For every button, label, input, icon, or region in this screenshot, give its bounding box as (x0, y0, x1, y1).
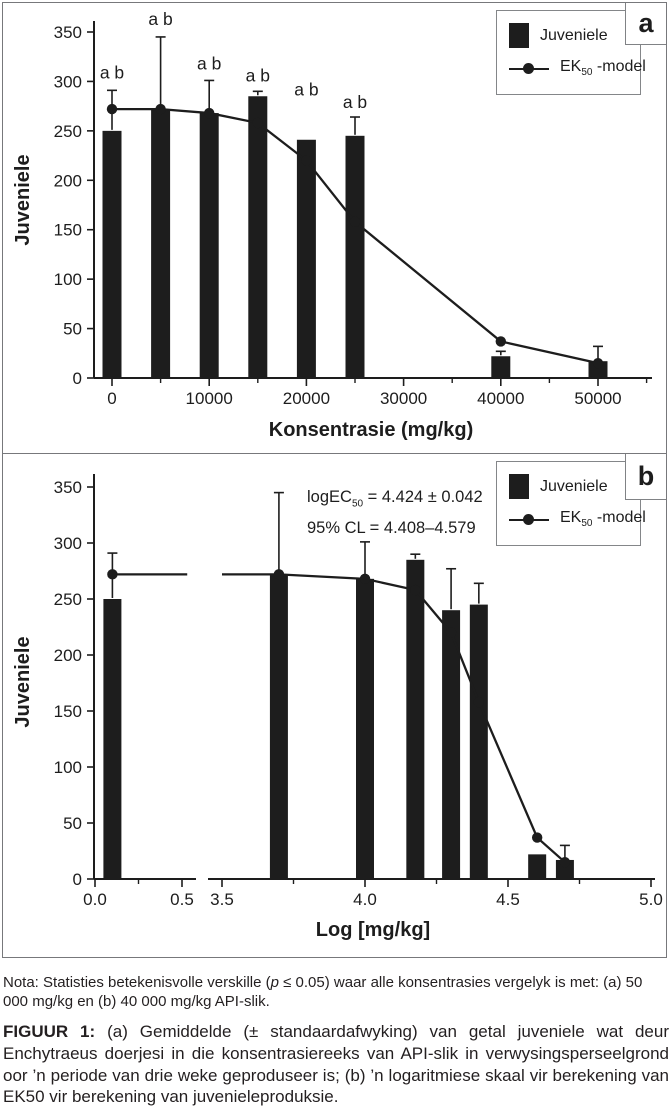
dot-marker-icon (523, 63, 534, 74)
figure-caption-label: FIGUUR 1: (3, 1022, 96, 1041)
svg-text:20000: 20000 (282, 389, 331, 408)
svg-text:4.0: 4.0 (353, 890, 377, 909)
legend-label-ek50: $EK_{50}$ -model (560, 58, 646, 79)
bar (103, 131, 122, 378)
svg-text:4.5: 4.5 (496, 890, 520, 909)
ec50-annotation-line1: logEC$_{50}$ = 4.424 ± 0.042 (307, 488, 483, 510)
dot-marker (107, 569, 117, 579)
svg-text:5.0: 5.0 (639, 890, 663, 909)
dot-marker (253, 118, 263, 128)
legend-item-juveniele (509, 470, 630, 503)
figure-box (2, 2, 667, 958)
bars (103, 560, 574, 879)
dot-marker (204, 108, 214, 118)
dot-marker (350, 217, 360, 227)
svg-text:50: 50 (63, 319, 82, 339)
y-axis-title: Juveniele (12, 636, 34, 728)
x-axis-title: Log [mg/kg] (315, 919, 431, 941)
legend-item-ek50-model (509, 503, 646, 536)
sig-label: a b (245, 65, 270, 86)
dot-marker (274, 569, 284, 579)
bar (356, 579, 374, 879)
chart-panel-a (3, 3, 666, 454)
svg-text:0.5: 0.5 (170, 890, 194, 909)
dot-marker (446, 627, 456, 637)
sig-label: a b (197, 53, 222, 74)
bar (528, 854, 546, 879)
ek50-model-line (112, 574, 565, 862)
bar (103, 599, 121, 879)
bar (346, 136, 365, 378)
x-axis-title: Konsentrasie (mg/kg) (268, 419, 474, 441)
svg-text:200: 200 (53, 171, 82, 191)
bars (103, 96, 608, 378)
svg-text:0: 0 (107, 389, 117, 408)
legend-label-ek50: $EK_{50}$ -model (560, 509, 646, 530)
legend-item-juveniele (509, 19, 630, 52)
chart-a-legend (496, 10, 646, 95)
ec50-annotation-line2: 95% CL = 4.408–4.579 (307, 519, 476, 538)
dot-marker (360, 574, 370, 584)
svg-text:350: 350 (53, 478, 82, 497)
legend-label-juveniele: Juveniele (540, 477, 608, 495)
dot-marker (155, 104, 165, 114)
dot-marker (532, 832, 542, 842)
sig-label: a b (342, 92, 368, 113)
svg-text:40000: 40000 (477, 389, 525, 408)
dot-marker (107, 104, 117, 114)
dot-marker (560, 857, 570, 867)
svg-text:200: 200 (53, 646, 82, 665)
svg-text:250: 250 (53, 590, 82, 609)
bar (406, 560, 424, 879)
svg-text:0.0: 0.0 (83, 890, 107, 909)
sig-label: a b (294, 79, 319, 100)
dot-marker (301, 155, 311, 165)
svg-text:100: 100 (53, 270, 82, 290)
svg-text:300: 300 (53, 534, 82, 553)
bar (151, 109, 170, 378)
bar (270, 574, 288, 879)
sig-label: a b (99, 62, 125, 83)
dot-marker (410, 585, 420, 595)
dot-marker-icon (523, 514, 534, 525)
svg-text:250: 250 (53, 121, 82, 141)
p-value-symbol: p (270, 974, 279, 991)
bar (200, 113, 219, 378)
note-text: Nota: Statisties betekenisvolle verskille (p ≤ 0.05) waar alle konsentrasies vergelyk is met: (a) 50 000 mg/kg en (b) 40 000 mg/kg API-slik. (3, 974, 643, 1010)
line-dot-swatch-icon (509, 63, 549, 75)
line-dot-swatch-icon (509, 514, 549, 526)
svg-text:300: 300 (53, 72, 82, 92)
bar (297, 140, 316, 378)
svg-text:10000: 10000 (185, 389, 233, 408)
error-bars (107, 493, 570, 859)
legend-item-ek50-model (509, 52, 646, 85)
ec50-annotation (307, 485, 483, 541)
bar (491, 356, 510, 378)
bar-swatch-icon (509, 23, 529, 48)
bar (470, 605, 488, 879)
dot-marker (496, 336, 506, 346)
bar (248, 96, 267, 378)
dot-marker (593, 358, 603, 368)
figure-caption: FIGUUR 1: (a) Gemiddelde (± standaardafwyking) van getal juveniele wat deur Enchytraeus doerjesi in die konsentrasiereeks van API-slik in verwysingsperseelgrond oor ’n periode van drie weke geproduseer is; (b) ’n logaritmiese skaal vir berekening van EK50 vir berekening van juvenieleproduksie. (3, 1022, 670, 1107)
dot-marker (474, 697, 484, 707)
svg-text:100: 100 (53, 758, 82, 777)
svg-text:150: 150 (53, 220, 82, 240)
svg-text:3.5: 3.5 (210, 890, 234, 909)
chart-b-legend (496, 461, 646, 546)
svg-text:50000: 50000 (574, 389, 622, 408)
panel-label-a: a (625, 3, 666, 45)
svg-text:150: 150 (53, 702, 82, 721)
svg-text:30000: 30000 (379, 389, 428, 408)
y-axis-title: Juveniele (12, 154, 34, 246)
ek50-model-markers (107, 569, 570, 867)
svg-text:350: 350 (53, 23, 82, 42)
svg-text:0: 0 (72, 369, 82, 388)
sig-label: a b (148, 9, 173, 30)
chart-panel-b (3, 454, 666, 957)
svg-text:0: 0 (72, 870, 82, 889)
panel-label-b: b (625, 454, 666, 500)
legend-label-juveniele: Juveniele (540, 26, 608, 44)
bar-swatch-icon (509, 474, 529, 499)
svg-text:50: 50 (63, 814, 82, 833)
